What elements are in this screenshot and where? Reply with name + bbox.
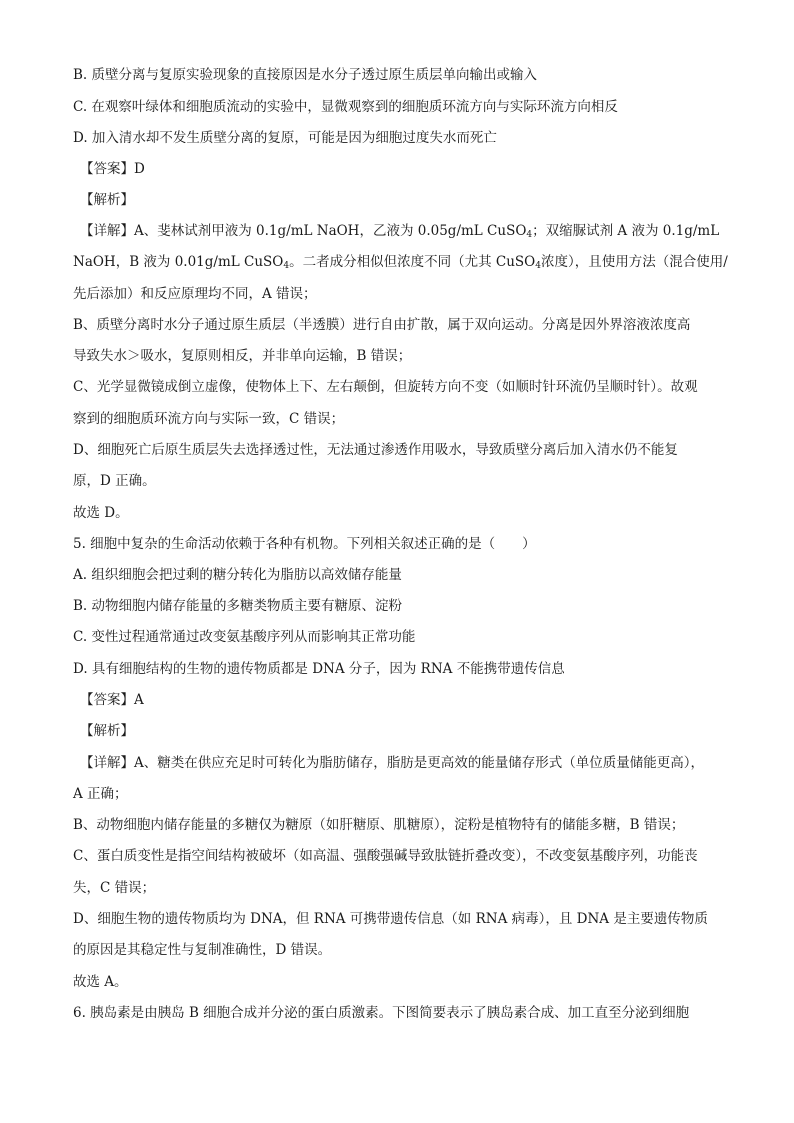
- answer-label: 【答案】D: [80, 161, 145, 177]
- detail-line: C、蛋白质变性是指空间结构被破坏（如高温、强酸强碱导致肽链折叠改变），不改变氨基酸序列，功能丧: [73, 848, 698, 864]
- detail-line: A 正确；: [73, 786, 128, 802]
- question-5-stem: 5. 细胞中复杂的生命活动依赖于各种有机物。下列相关叙述正确的是（ ）: [73, 536, 536, 552]
- detail-line: 【详解】A、糖类在供应充足时可转化为脂肪储存，脂肪是更高效的能量储存形式（单位质量储能更高），: [80, 755, 704, 771]
- option-a: A. 组织细胞会把过剩的糖分转化为脂肪以高效储存能量: [73, 567, 402, 583]
- answer-label: 【答案】A: [80, 692, 144, 708]
- option-c: C. 在观察叶绿体和细胞质流动的实验中，显微观察到的细胞质环流方向与实际环流方向相反: [73, 99, 618, 115]
- detail-line: 失，C 错误；: [73, 880, 156, 896]
- detail-line: D、细胞生物的遗传物质均为 DNA，但 RNA 可携带遗传信息（如 RNA 病毒），且 DNA 是主要遗传物质: [73, 911, 708, 927]
- option-c: C. 变性过程通常通过改变氨基酸序列从而影响其正常功能: [73, 629, 416, 645]
- option-b: B. 质壁分离与复原实验现象的直接原因是水分子透过原生质层单向输出或输入: [73, 67, 538, 83]
- detail-line: C、光学显微镜成倒立虚像，使物体上下、左右颠倒，但旋转方向不变（如顺时针环流仍呈顺时针）。故观: [73, 379, 698, 395]
- option-d: D. 具有细胞结构的生物的遗传物质都是 DNA 分子，因为 RNA 不能携带遗传信息: [73, 661, 565, 677]
- detail-line: B、动物细胞内储存能量的多糖仅为糖原（如肝糖原、肌糖原），淀粉是植物特有的储能多糖，B 错误；: [73, 817, 685, 833]
- option-d: D. 加入清水却不发生质壁分离的复原，可能是因为细胞过度失水而死亡: [73, 130, 497, 146]
- analysis-label: 【解析】: [80, 723, 134, 739]
- detail-line: B、质壁分离时水分子通过原生质层（半透膜）进行自由扩散，属于双向运动。分离是因外界溶液浓度高: [73, 317, 691, 333]
- detail-line: 【详解】A、斐林试剂甲液为 0.1g/mL NaOH，乙液为 0.05g/mL CuSO$_4$；双缩脲试剂 A 液为 0.1g/mL: [80, 223, 720, 240]
- detail-line: D、细胞死亡后原生质层失去选择透过性，无法通过渗透作用吸水，导致质壁分离后加入清水仍不能复: [73, 442, 678, 458]
- option-b: B. 动物细胞内储存能量的多糖类物质主要有糖原、淀粉: [73, 598, 403, 614]
- conclusion-line: 故选 D。: [73, 505, 129, 521]
- detail-line: 先后添加）和反应原理均不同，A 错误；: [73, 286, 317, 302]
- conclusion-line: 故选 A。: [73, 974, 128, 990]
- question-6-stem: 6. 胰岛素是由胰岛 B 细胞合成并分泌的蛋白质激素。下图简要表示了胰岛素合成、加工直至分泌到细胞: [73, 1005, 690, 1021]
- detail-line: 的原因是其稳定性与复制准确性，D 错误。: [73, 942, 332, 958]
- analysis-label: 【解析】: [80, 192, 134, 208]
- detail-line: 察到的细胞质环流方向与实际一致，C 错误；: [73, 411, 345, 427]
- detail-line: NaOH，B 液为 0.01g/mL CuSO$_4$。二者成分相似但浓度不同（尤其 CuSO$_4$浓度），且使用方法（混合使用/: [73, 254, 728, 271]
- detail-line: 原，D 正确。: [73, 473, 156, 489]
- detail-line: 导致失水＞吸水，复原则相反，并非单向运输，B 错误；: [73, 348, 412, 364]
